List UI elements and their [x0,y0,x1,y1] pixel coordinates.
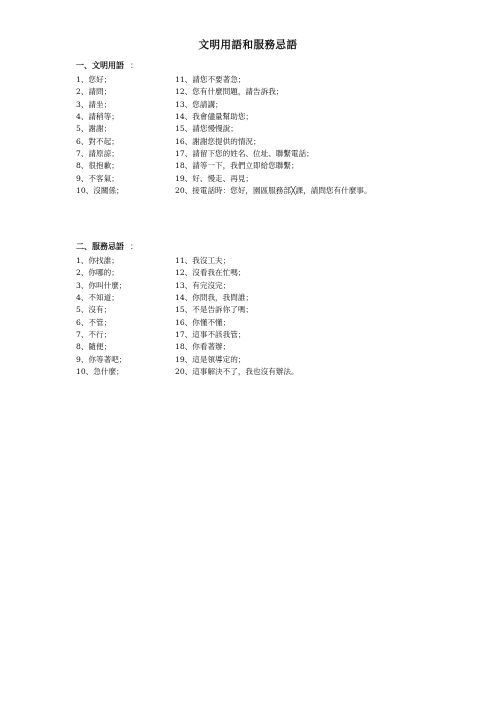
list-item [76,160,476,172]
phrase-left: 9、你等著吧； [76,354,127,364]
phrase-left: 6、不管； [76,317,112,327]
phrase-list [76,74,476,197]
phrase-right: 19、這是領導定的； [175,354,246,364]
list-item [76,111,476,123]
phrase-right: 17、請留下您的姓名、位址、聯繫電話； [175,149,314,159]
phrase-left: 10、沒關係； [76,186,124,196]
phrase-list [76,255,476,378]
list-item [76,366,476,378]
list-item [76,329,476,341]
list-item [76,280,476,292]
phrase-right: 17、這事不該我管； [175,330,246,340]
phrase-left: 5、沒有； [76,305,112,315]
section-heading [76,60,476,71]
list-item [76,86,476,98]
document-title: 文明用語和服務忌語 [198,39,298,51]
phrase-left: 4、不知道； [76,293,119,303]
phrase-left: 4、請稍等； [76,112,119,122]
phrase-left: 6、對不起； [76,136,119,146]
phrase-right: 16、謝謝您提供的情況； [175,136,261,146]
phrase-left: 2、你哪的； [76,268,119,278]
phrase-right: 19、好、慢走、再見； [175,173,254,183]
section-forbidden-phrases [76,241,476,378]
phrase-left: 3、你叫什麼； [76,280,127,290]
phrase-left: 10、急什麼； [76,367,124,377]
phrase-left: 9、不客氣； [76,173,119,183]
phrase-left: 5、謝謝； [76,124,112,134]
phrase-right: 15、不是告訴你了嗎； [175,305,254,315]
list-item [76,292,476,304]
section-heading-colon: ： [130,242,138,251]
list-item [76,173,476,185]
phrase-right: 11、請您不要著急； [175,75,246,84]
list-item [76,317,476,329]
phrase-right: 14、你問我，我問誰； [175,293,254,303]
list-item [76,341,476,353]
list-item [76,136,476,148]
list-item [76,267,476,279]
section-heading-text: 二、服務忌語 [76,241,124,251]
list-item [76,354,476,366]
section-civil-phrases [76,60,476,197]
phrase-left: 2、請問； [76,87,112,97]
phrase-left: 8、隨便； [76,342,112,352]
list-item [76,74,476,86]
phrase-left: 7、不行； [76,330,112,340]
phrase-right: 13、您請講； [175,99,223,109]
phrase-left: 1、你找誰； [76,256,119,265]
phrase-right: 15、請您慢慢說； [175,124,238,134]
phrase-right: 20、接電話時：您好，園區服務部╳課，請問您有什麼事。 [175,186,372,196]
section-heading-text: 一、文明用語 [76,60,124,70]
section-heading [76,241,476,252]
phrase-right: 14、我會儘量幫助您； [175,112,254,122]
phrase-left: 8、很抱歉； [76,161,119,171]
list-item [76,185,476,197]
list-item [76,148,476,160]
phrase-right: 16、你懂不懂； [175,317,231,327]
list-item [76,99,476,111]
phrase-right: 18、請等一下，我們立即給您聯繫； [175,161,299,171]
phrase-left: 3、請坐； [76,99,112,109]
phrase-right: 20、這事解決不了，我也沒有辦法。 [175,367,299,377]
phrase-right: 12、您有什麼問題，請告訴我； [175,87,284,97]
phrase-left: 1、您好； [76,75,112,84]
section-heading-colon: ： [130,61,138,70]
phrase-right: 12、沒看我在忙嗎； [175,268,246,278]
phrase-right: 11、我沒工夫； [175,256,231,265]
phrase-right: 13、有完沒完； [175,280,231,290]
phrase-left: 7、請原諒； [76,149,119,159]
list-item [76,123,476,135]
list-item [76,255,476,267]
list-item [76,304,476,316]
phrase-right: 18、你看著辦； [175,342,231,352]
